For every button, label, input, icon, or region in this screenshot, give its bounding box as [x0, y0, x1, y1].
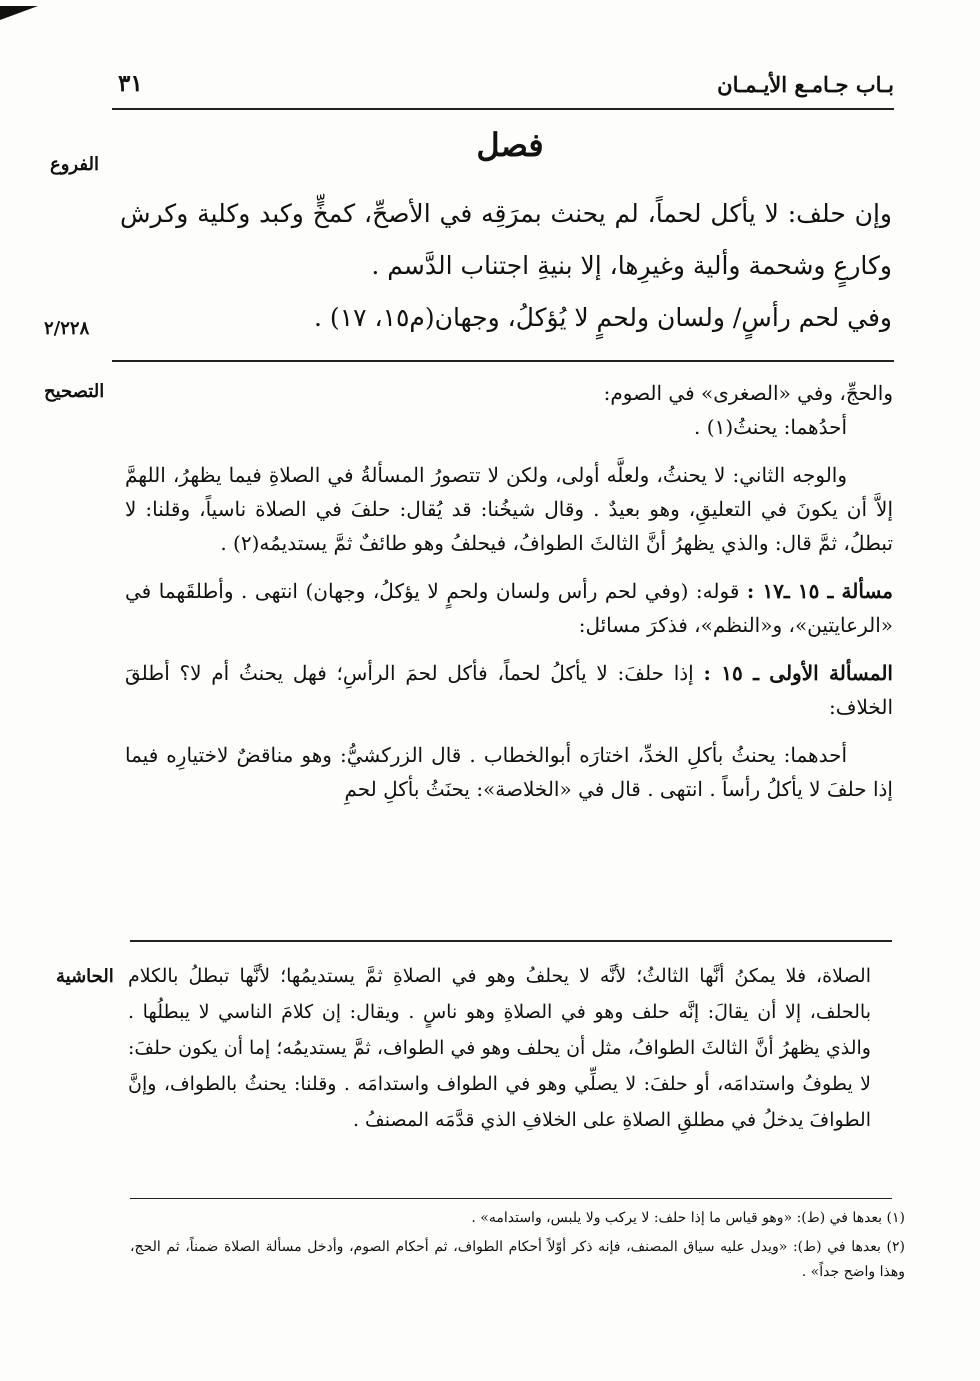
tashih-paragraph	[125, 574, 893, 642]
page-number: ٣١	[118, 70, 143, 97]
corner-arrow-icon	[0, 6, 38, 20]
label-tashih: التصحيح	[44, 381, 105, 402]
footnote-divider	[130, 1198, 892, 1199]
footnotes	[130, 1206, 905, 1289]
divider	[112, 360, 894, 362]
tashih-paragraph: والوجه الثاني: لا يحنثُ، ولعلَّه أولى، ولكن لا تتصورُ المسألةُ في الصلاةِ فيما يظهرُ، اللهمَّ إلاَّ أن يكونَ في التعليقِ، وهو بعيدٌ . وقال شيخُنا: قد يُقال: حلفَ في الصلاة ناسياً، وقلنا: لا تبطلُ، ثمَّ قال: والذي يظهرُ أنَّ الثالثَ الطوافُ، فيحلفُ وهو طائفٌ ثمَّ يستديمُه(٢) .	[125, 463, 893, 555]
tashih-paragraph: أحدهما: يحنثُ بأكلِ الخدِّ، اختارَه أبوالخطاب . قال الزركشيُّ: وهو مناقضٌ لاختيارِه فيما إذا حلفَ لا يأكلُ رأساً . انتهى . قال في «الخلاصة»: يحنَثُ بأكلِ لحمِ	[125, 743, 893, 801]
section-title: فصل	[476, 126, 544, 164]
issue-heading: المسألة الأولى ـ ١٥ :	[703, 661, 893, 685]
divider	[130, 940, 892, 942]
tashih-paragraph	[125, 656, 893, 724]
furu-paragraph: وإن حلف: لا يأكل لحماً، لم يحنث بمرَقِه في الأصحِّ، كمخٍّ وكبد وكلية وكرش وكارعٍ وشحمة وألية وغيرِها، إلا بنيةِ اجتناب الدَّسم .	[120, 199, 892, 280]
hashiya-paragraph: الصلاة، فلا يمكنُ أنَّها الثالثُ؛ لأنَّه لا يحلفُ وهو في الصلاةِ ثمَّ يستديمُها؛ لأنَّها تبطلُ بالكلام بالحلف، إلا أن يقالَ: إنَّه حلف وهو في الصلاةِ وهو ناسٍ . ويقال: إن كلامَ الناسي لا يبطلُها . والذي يظهرُ أنَّ الثالثَ الطوافُ، مثل أن يحلف وهو في الطواف، ثمَّ يستديمُه؛ إما أن يكون حلفَ: لا يطوفُ واستدامَه، أو حلفَ: لا يصلِّي وهو في الطواف واستدامَه . وقلنا: يحنثُ بالطواف، وإنَّ الطوافَ يدخلُ في مطلقِ الصلاةِ على الخلافِ الذي قدَّمَه المصنفُ .	[128, 965, 871, 1131]
label-hashiya: الحاشية	[56, 966, 114, 987]
furu-paragraph: وفي لحم رأسٍ/ ولسان ولحمٍ لا يُؤكلُ، وجهان(م١٥، ١٧) .	[314, 303, 892, 332]
hashiya-text	[128, 958, 871, 1138]
label-furu: الفروع	[50, 154, 99, 175]
footnote: (٢) بعدها في (ط): «ويدل عليه سياق المصنف، فإنه ذكر أوّلاً أحكام الطواف، ثم أحكام الصوم، وأدخل مسألة الصلاة ضمناً، ثم الحج، وهذا واضح جداً» .	[130, 1239, 905, 1280]
tashih-paragraph: أحدُهما: يحنثُ(١) .	[694, 415, 847, 439]
chapter-title: بـاب جـامـع الأيـمـان	[717, 72, 894, 97]
volume-page-ref: ٢/٢٢٨	[44, 318, 90, 339]
footnote: (١) بعدها في (ط): «وهو قياس ما إذا حلف: لا يركب ولا يلبس، واستدامه» .	[471, 1210, 905, 1226]
page-header	[112, 60, 894, 110]
issue-text: إذا حلفَ: لا يأكلُ لحماً، فأكل لحمَ الرأسِ؛ فهل يحنثُ أم لا؟ أطلقَ الخلاف:	[125, 661, 893, 719]
issue-text: قوله: (وفي لحم رأس ولسان ولحمٍ لا يؤكلُ، وجهان) انتهى . وأطلقَهما في «الرعايتين»، و«النظم»، فذكرَ مسائل:	[125, 579, 893, 637]
tashih-paragraph: والحجِّ، وفي «الصغرى» في الصوم:	[603, 381, 893, 405]
tashih-text	[125, 376, 893, 820]
furu-text	[120, 188, 892, 344]
issue-heading: مسألة ـ ١٥ ـ١٧ :	[746, 579, 893, 603]
